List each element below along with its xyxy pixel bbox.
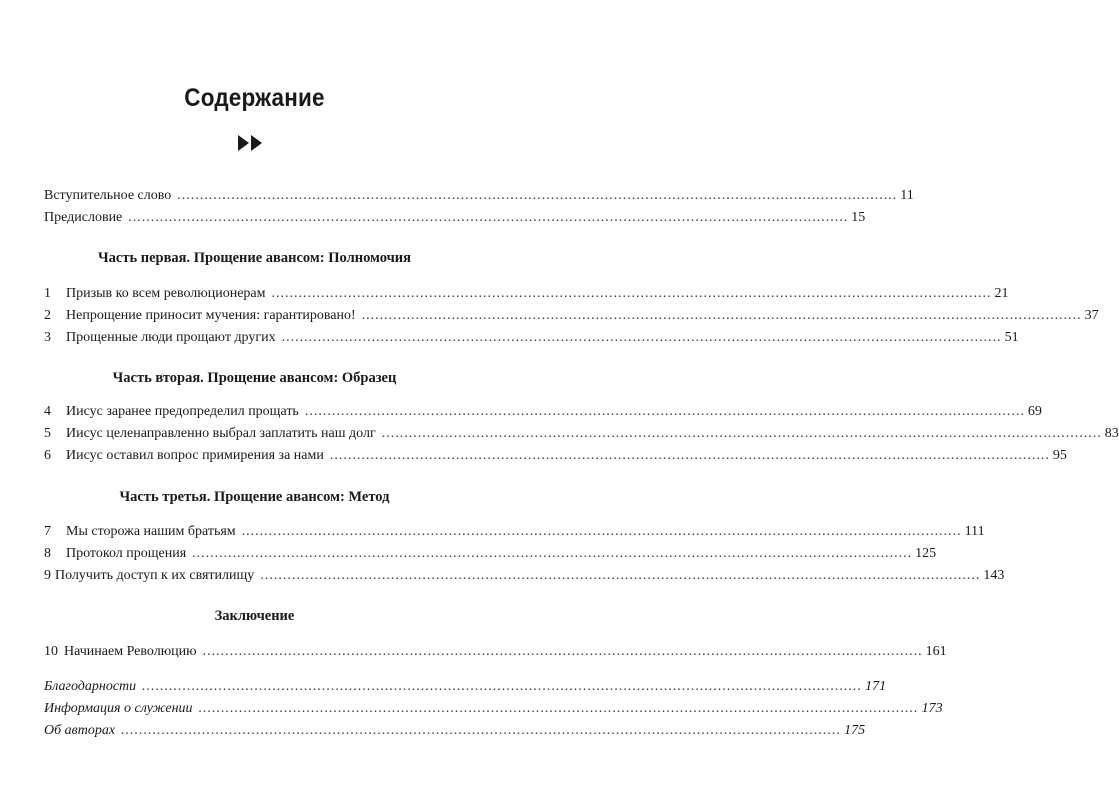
toc-entry-acknowledgements[interactable] [44,678,887,696]
toc-leader-dots: ................................................................................................................................................................ [241,524,962,539]
part-heading: Часть вторая. Прощение авансом: Образец [112,370,397,386]
toc-entry-page: 111 [964,524,985,539]
part-heading: Часть третья. Прощение авансом: Метод [119,489,390,505]
toc-leader-dots: ................................................................................................................................................................ [202,644,923,659]
chapter-number: 1 [44,286,51,301]
chapter-number: 5 [44,426,51,441]
chapter-number: 2 [44,308,51,323]
toc-entry-label: Непрощение приносит мучения: гарантировано! [66,308,356,323]
toc-entry-page: 161 [925,644,947,659]
toc-entry-label: Благодарности [44,679,137,694]
toc-entry-label: Протокол прощения [66,546,187,561]
toc-entry-chapter[interactable] [44,403,1042,421]
toc-leader-dots: ................................................................................................................................................................ [361,308,1082,323]
toc-entry-page: 125 [915,546,937,561]
toc-entry-page: 171 [865,679,887,694]
double-arrow-right-icon [236,132,266,154]
toc-entry-label: Получить доступ к их святилищу [55,568,255,583]
toc-entry-ministry-info[interactable] [44,700,943,718]
toc-leader-dots: ................................................................................................................................................................ [192,546,913,561]
toc-leader-dots: ................................................................................................................................................................ [121,723,842,738]
toc-entry-page: 95 [1052,448,1067,463]
toc-leader-dots: ................................................................................................................................................................ [381,426,1102,441]
toc-entry-about-authors[interactable] [44,722,866,740]
toc-entry-chapter[interactable] [44,567,1005,585]
toc-entry-chapter[interactable] [44,447,1067,465]
toc-entry-page: 11 [900,188,914,203]
toc-leader-dots: ................................................................................................................................................................ [329,448,1050,463]
toc-entry-label: Вступительное слово [44,188,172,203]
toc-entry-chapter[interactable] [44,307,1099,325]
toc-entry-page: 83 [1104,426,1119,441]
part-heading: Заключение [214,608,295,624]
chapter-number: 6 [44,448,51,463]
toc-leader-dots: ................................................................................................................................................................ [260,568,981,583]
toc-entry-label: Об авторах [44,723,116,738]
chapter-number: 8 [44,546,51,561]
toc-leader-dots: ................................................................................................................................................................ [304,404,1025,419]
toc-entry-chapter[interactable] [44,285,1009,303]
toc-entry-label: Начинаем Революцию [64,644,197,659]
toc-entry-page: 21 [994,286,1009,301]
toc-entry-chapter[interactable] [44,523,985,541]
chapter-number: 3 [44,330,51,345]
toc-entry-page: 37 [1084,308,1099,323]
toc-entry-chapter[interactable] [44,425,1119,443]
toc-leader-dots: ................................................................................................................................................................ [128,210,849,225]
toc-entry-label: Иисус оставил вопрос примирения за нами [66,448,324,463]
toc-entry-chapter[interactable] [44,545,937,563]
page-title: Содержание [184,84,325,112]
toc-entry-label: Иисус заранее предопределил прощать [66,404,299,419]
toc-entry-page: 69 [1027,404,1042,419]
toc-entry-page: 51 [1004,330,1019,345]
toc-leader-dots: ................................................................................................................................................................ [177,188,898,203]
toc-entry-page: 15 [851,210,866,225]
toc-leader-dots: ................................................................................................................................................................ [271,286,992,301]
part-heading: Часть первая. Прощение авансом: Полномочия [98,250,411,266]
chapter-number: 9 [44,568,51,583]
toc-leader-dots: ................................................................................................................................................................ [281,330,1002,345]
toc-entry-label: Мы сторожа нашим братьям [66,524,236,539]
toc-entry-label: Информация о служении [44,701,193,716]
toc-entry-foreword[interactable] [44,187,914,205]
toc-entry-page: 173 [921,701,943,716]
toc-entry-page: 143 [983,568,1005,583]
toc-entry-preface[interactable] [44,209,866,227]
toc-entry-label: Иисус целенаправленно выбрал заплатить наш долг [66,426,376,441]
toc-entry-label: Предисловие [44,210,123,225]
toc-entry-chapter[interactable] [44,329,1019,347]
toc-entry-chapter[interactable] [44,643,947,661]
toc-leader-dots: ................................................................................................................................................................ [142,679,863,694]
toc-entry-page: 175 [844,723,866,738]
toc-entry-label: Прощенные люди прощают других [66,330,276,345]
chapter-number: 4 [44,404,51,419]
toc-leader-dots: ................................................................................................................................................................ [198,701,919,716]
chapter-number: 7 [44,524,51,539]
toc-entry-label: Призыв ко всем революционерам [66,286,266,301]
chapter-number: 10 [44,644,58,659]
